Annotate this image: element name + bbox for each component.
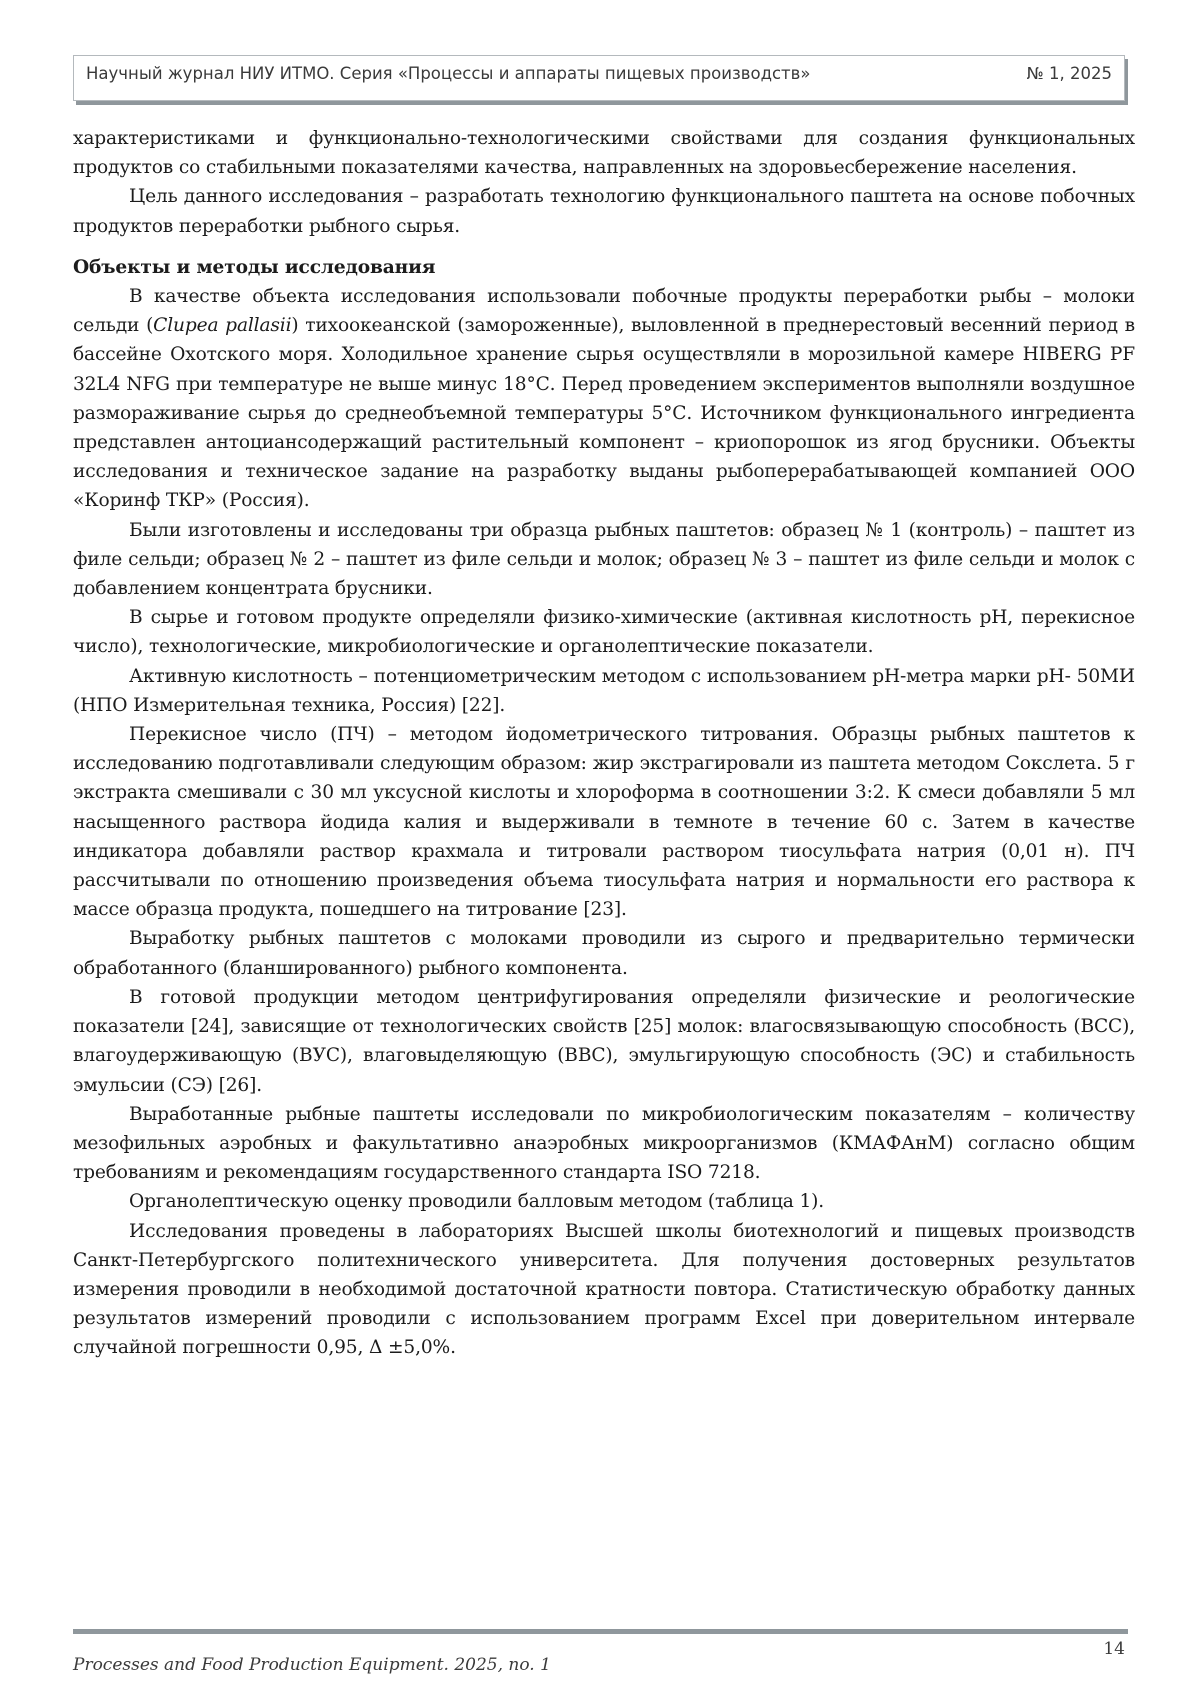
paragraph-text: ) тихоокеанской (замороженные), выловленной в преднерестовый весенний период в бассейне Охотского моря. Холодильное хранение сырья осуществляли в морозильной камере HIBERG PF 32L4 NFG при температуре не выше минус 18°С. Перед проведением экспериментов выполняли воздушное размораживание сырья до среднеобъемной температуры 5°С. Источником функционального ингредиента представлен антоциансодержащий растительный компонент – криопорошок из ягод брусники. Объекты исследования и техническое задание на разработку выданы рыбоперерабатывающей компанией ООО «Коринф ТКР» (Россия). <box>73 315 1135 511</box>
header-issue-number: № 1, 2025 <box>1027 64 1112 83</box>
running-header <box>73 55 1125 101</box>
paragraph: Цель данного исследования – разработать технологию функционального паштета на основе побочных продуктов переработки рыбного сырья. <box>73 182 1135 240</box>
footer-divider <box>73 1629 1128 1634</box>
paragraph: характеристиками и функционально-технологическими свойствами для создания функциональных продуктов со стабильными показателями качества, направленных на здоровьесбережение населения. <box>73 124 1135 182</box>
latin-species-name: Clupea pallasii <box>153 315 291 336</box>
paragraph: Органолептическую оценку проводили балловым методом (таблица 1). <box>73 1187 1135 1216</box>
section-heading: Объекты и методы исследования <box>73 253 1135 282</box>
paragraph: Активную кислотность – потенциометрическим методом с использованием pH-метра марки pH- 50МИ (НПО Измерительная техника, Россия) [22]. <box>73 662 1135 720</box>
paragraph: Выработку рыбных паштетов с молоками проводили из сырого и предварительно термически обработанного (бланшированного) рыбного компонента. <box>73 924 1135 982</box>
footer-journal-title: Processes and Food Production Equipment. 2025, no. 1 <box>73 1655 551 1675</box>
paragraph: Были изготовлены и исследованы три образца рыбных паштетов: образец № 1 (контроль) – паштет из филе сельди; образец № 2 – паштет из филе сельди и молок; образец № 3 – паштет из филе сельди и молок с добавлением концентрата брусники. <box>73 516 1135 604</box>
article-body <box>73 124 1135 1363</box>
paragraph: В готовой продукции методом центрифугирования определяли физические и реологические показатели [24], зависящие от технологических свойств [25] молок: влагосвязывающую способность (ВСС), влагоудерживающую (ВУС), влаговыделяющую (ВВС), эмульгирующую способность (ЭС) и стабильность эмульсии (СЭ) [26]. <box>73 983 1135 1100</box>
paragraph <box>73 282 1135 516</box>
header-journal-title: Научный журнал НИУ ИТМО. Серия «Процессы и аппараты пищевых производств» <box>86 64 811 83</box>
paragraph: Перекисное число (ПЧ) – методом йодометрического титрования. Образцы рыбных паштетов к исследованию подготавливали следующим образом: жир экстрагировали из паштета методом Сокслета. 5 г экстракта смешивали с 30 мл уксусной кислоты и хлороформа в соотношении 3:2. К смеси добавляли 5 мл насыщенного раствора йодида калия и выдерживали в темноте в течение 60 с. Затем в качестве индикатора добавляли раствор крахмала и титровали раствором тиосульфата натрия (0,01 н). ПЧ рассчитывали по отношению произведения объема тиосульфата натрия и нормальности его раствора к массе образца продукта, пошедшего на титрование [23]. <box>73 720 1135 924</box>
paragraph-text: В качестве объекта исследования использовали побочные продукты переработки рыбы – молоки сельди ( <box>73 286 1135 336</box>
paragraph: В сырье и готовом продукте определяли физико-химические (активная кислотность pH, перекисное число), технологические, микробиологические и органолептические показатели. <box>73 603 1135 661</box>
page-number: 14 <box>1103 1639 1125 1659</box>
paragraph: Выработанные рыбные паштеты исследовали по микробиологическим показателям – количеству мезофильных аэробных и факультативно анаэробных микроорганизмов (КМАФАнМ) согласно общим требованиям и рекомендациям государственного стандарта ISO 7218. <box>73 1100 1135 1188</box>
paragraph: Исследования проведены в лабораториях Высшей школы биотехнологий и пищевых производств Санкт-Петербургского политехнического университета. Для получения достоверных результатов измерения проводили в необходимой достаточной кратности повтора. Статистическую обработку данных результатов измерений проводили с использованием программ Excel при доверительном интервале случайной погрешности 0,95, Δ ±5,0%. <box>73 1217 1135 1363</box>
